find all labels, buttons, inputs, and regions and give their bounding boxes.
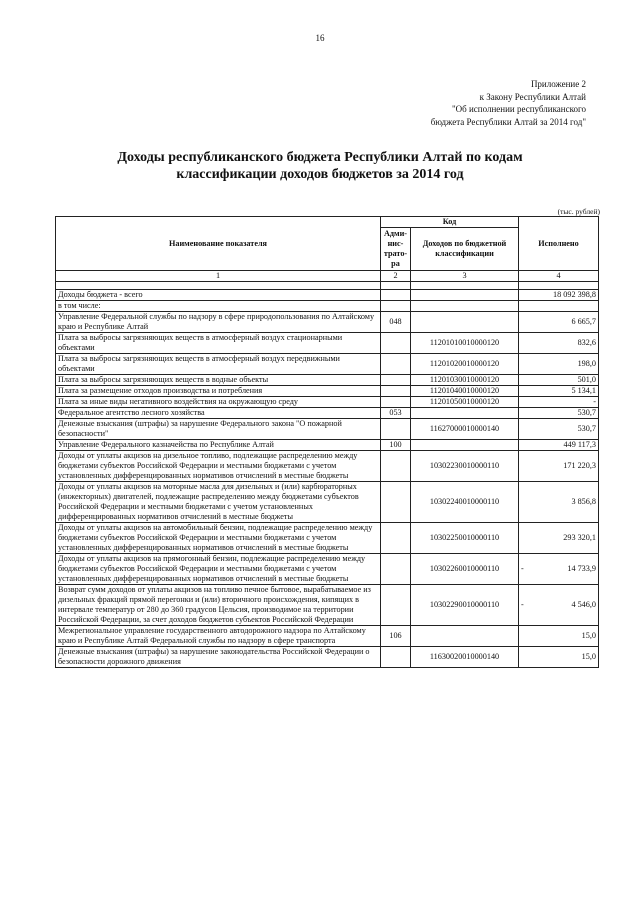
- row-name: Доходы от уплаты акцизов на прямогонный бензин, подлежащие распределению между бюджетами субъектов Российской Федерации и местными бюджетами с учетом установленных дифференцированных нормативов отчислений в местные бюджеты: [56, 554, 381, 585]
- table-row: [56, 408, 599, 419]
- title-line-1: Доходы республиканского бюджета Республики Алтай по кодам: [117, 150, 523, 165]
- row-executed: [519, 397, 599, 408]
- header-code-group: Код: [381, 217, 519, 228]
- spacer-row: [56, 282, 599, 290]
- row-admin-code: [381, 523, 411, 554]
- row-value: -: [593, 397, 596, 406]
- header-admin: Адми-нис-трато-ра: [381, 228, 411, 271]
- row-income-code: 10302240010000110: [411, 482, 519, 523]
- table-row: [56, 301, 599, 312]
- negative-sign: -: [521, 600, 524, 609]
- row-value: 293 320,1: [563, 533, 596, 542]
- row-executed: [519, 440, 599, 451]
- row-admin-code: [381, 482, 411, 523]
- row-name: Доходы от уплаты акцизов на моторные масла для дизельных и (или) карбюраторных (инжекторных) двигателей, подлежащие распределению между бюджетами субъектов Российской Федерации и местными бюджетами с учетом установленных дифференцированных нормативов отчислений в местные бюджеты: [56, 482, 381, 523]
- row-admin-code: [381, 585, 411, 626]
- row-executed: [519, 647, 599, 668]
- table-row: [56, 290, 599, 301]
- table-row: [56, 333, 599, 354]
- table-row: [56, 585, 599, 626]
- table-row: [56, 419, 599, 440]
- row-executed: [519, 333, 599, 354]
- table-row: [56, 523, 599, 554]
- row-value: 15,0: [581, 652, 596, 661]
- row-admin-code: [381, 354, 411, 375]
- row-executed: [519, 312, 599, 333]
- row-admin-code: [381, 290, 411, 301]
- table-row: [56, 354, 599, 375]
- row-name: в том числе:: [56, 301, 381, 312]
- row-name: Федеральное агентство лесного хозяйства: [56, 408, 381, 419]
- table-row: [56, 312, 599, 333]
- row-value: 3 856,8: [571, 497, 596, 506]
- row-value: 530,7: [577, 424, 596, 433]
- row-income-code: 11201030010000120: [411, 375, 519, 386]
- row-admin-code: 048: [381, 312, 411, 333]
- row-admin-code: [381, 647, 411, 668]
- row-value: 171 220,3: [563, 461, 596, 470]
- col-number: 3: [411, 271, 519, 282]
- page-number: 16: [315, 33, 325, 43]
- negative-sign: -: [521, 564, 524, 573]
- row-name: Межрегиональное управление государственного автодорожного надзора по Алтайскому краю и Республике Алтай Федеральной службы по надзору в сфере транспорта: [56, 626, 381, 647]
- header-executed: Исполнено: [519, 217, 599, 271]
- row-name: Плата за выбросы загрязняющих веществ в атмосферный воздух передвижными объектами: [56, 354, 381, 375]
- row-value: 14 733,9: [567, 564, 596, 573]
- row-income-code: 11201010010000120: [411, 333, 519, 354]
- row-admin-code: [381, 333, 411, 354]
- row-executed: [519, 482, 599, 523]
- appendix-note: [431, 78, 586, 128]
- row-income-code: 10302260010000110: [411, 554, 519, 585]
- units-note: (тыс. рублей): [557, 207, 600, 216]
- row-income-code: 11627000010000140: [411, 419, 519, 440]
- row-name: Плата за иные виды негативного воздействия на окружающую среду: [56, 397, 381, 408]
- table-row: [56, 626, 599, 647]
- row-income-code: [411, 440, 519, 451]
- appendix-line-1: Приложение 2: [530, 79, 586, 89]
- row-name: Плата за размещение отходов производства и потребления: [56, 386, 381, 397]
- row-name: Управление Федерального казначейства по Республике Алтай: [56, 440, 381, 451]
- row-executed: [519, 523, 599, 554]
- header-income-code: Доходов по бюджетной классификации: [411, 228, 519, 271]
- appendix-line-3: "Об исполнении республиканского: [451, 104, 586, 114]
- row-admin-code: [381, 451, 411, 482]
- appendix-line-2: к Закону Республики Алтай: [479, 91, 586, 102]
- table-row: [56, 440, 599, 451]
- row-admin-code: 100: [381, 440, 411, 451]
- row-executed: [519, 301, 599, 312]
- table-row: [56, 375, 599, 386]
- row-name: Денежные взыскания (штрафы) за нарушение законодательства Российской Федерации о безопасности дорожного движения: [56, 647, 381, 668]
- row-admin-code: [381, 554, 411, 585]
- row-income-code: [411, 290, 519, 301]
- row-value: 18 092 398,8: [553, 290, 596, 299]
- row-executed: [519, 585, 599, 626]
- row-admin-code: [381, 386, 411, 397]
- row-executed: [519, 354, 599, 375]
- row-admin-code: [381, 397, 411, 408]
- column-number-row: [56, 271, 599, 282]
- row-income-code: 11201040010000120: [411, 386, 519, 397]
- row-income-code: 11201050010000120: [411, 397, 519, 408]
- row-name: Доходы бюджета - всего: [56, 290, 381, 301]
- row-value: 6 665,7: [571, 317, 596, 326]
- row-executed: [519, 554, 599, 585]
- appendix-line-4: бюджета Республики Алтай за 2014 год": [430, 116, 586, 127]
- row-income-code: 10302230010000110: [411, 451, 519, 482]
- row-income-code: [411, 626, 519, 647]
- row-executed: [519, 626, 599, 647]
- row-executed: [519, 408, 599, 419]
- row-name: Денежные взыскания (штрафы) за нарушение Федерального закона "О пожарной безопасности": [56, 419, 381, 440]
- table-row: [56, 451, 599, 482]
- header-name: Наименование показателя: [56, 217, 381, 271]
- row-name: Управление Федеральной службы по надзору в сфере природопользования по Алтайскому краю и Республике Алтай: [56, 312, 381, 333]
- row-value: 501,0: [577, 375, 596, 384]
- row-executed: [519, 375, 599, 386]
- col-number: 1: [56, 271, 381, 282]
- row-value: 530,7: [577, 408, 596, 417]
- table-row: [56, 647, 599, 668]
- row-name: Доходы от уплаты акцизов на автомобильный бензин, подлежащие распределению между бюджетами субъектов Российской Федерации и местными бюджетами с учетом установленных дифференцированных нормативов отчислений в местные бюджеты: [56, 523, 381, 554]
- document-title: [0, 149, 640, 183]
- row-admin-code: 106: [381, 626, 411, 647]
- table-row: [56, 397, 599, 408]
- row-name: Плата за выбросы загрязняющих веществ в водные объекты: [56, 375, 381, 386]
- row-name: Возврат сумм доходов от уплаты акцизов на топливо печное бытовое, вырабатываемое из дизельных фракций прямой перегонки и (или) вторичного происхождения, кипящих в интервале температур от 280 до 360 градусов Цельсия, производимое на территории Российской Федерации, за счет доходов бюджетов субъектов Российской Федерации: [56, 585, 381, 626]
- row-value: 832,6: [577, 338, 596, 347]
- row-income-code: [411, 312, 519, 333]
- row-admin-code: [381, 419, 411, 440]
- row-income-code: [411, 408, 519, 419]
- col-number: 4: [519, 271, 599, 282]
- row-income-code: 11630020010000140: [411, 647, 519, 668]
- row-admin-code: [381, 301, 411, 312]
- row-income-code: 11201020010000120: [411, 354, 519, 375]
- row-income-code: [411, 301, 519, 312]
- row-executed: [519, 290, 599, 301]
- row-income-code: 10302250010000110: [411, 523, 519, 554]
- row-income-code: 10302290010000110: [411, 585, 519, 626]
- col-number: 2: [381, 271, 411, 282]
- row-value: 449 117,3: [563, 440, 596, 449]
- table-row: [56, 554, 599, 585]
- income-table: [55, 216, 599, 668]
- title-line-2: классификации доходов бюджетов за 2014 год: [176, 167, 464, 182]
- row-admin-code: [381, 375, 411, 386]
- row-name: Доходы от уплаты акцизов на дизельное топливо, подлежащие распределению между бюджетами субъектов Российской Федерации и местными бюджетами с учетом установленных дифференцированных нормативов отчислений в местные бюджеты: [56, 451, 381, 482]
- row-executed: [519, 419, 599, 440]
- row-executed: [519, 386, 599, 397]
- table-row: [56, 482, 599, 523]
- row-executed: [519, 451, 599, 482]
- row-value: 15,0: [581, 631, 596, 640]
- row-value: 4 546,0: [571, 600, 596, 609]
- row-name: Плата за выбросы загрязняющих веществ в атмосферный воздух стационарными объектами: [56, 333, 381, 354]
- table-row: [56, 386, 599, 397]
- row-admin-code: 053: [381, 408, 411, 419]
- row-value: 198,0: [577, 359, 596, 368]
- row-value: 5 134,1: [571, 386, 596, 395]
